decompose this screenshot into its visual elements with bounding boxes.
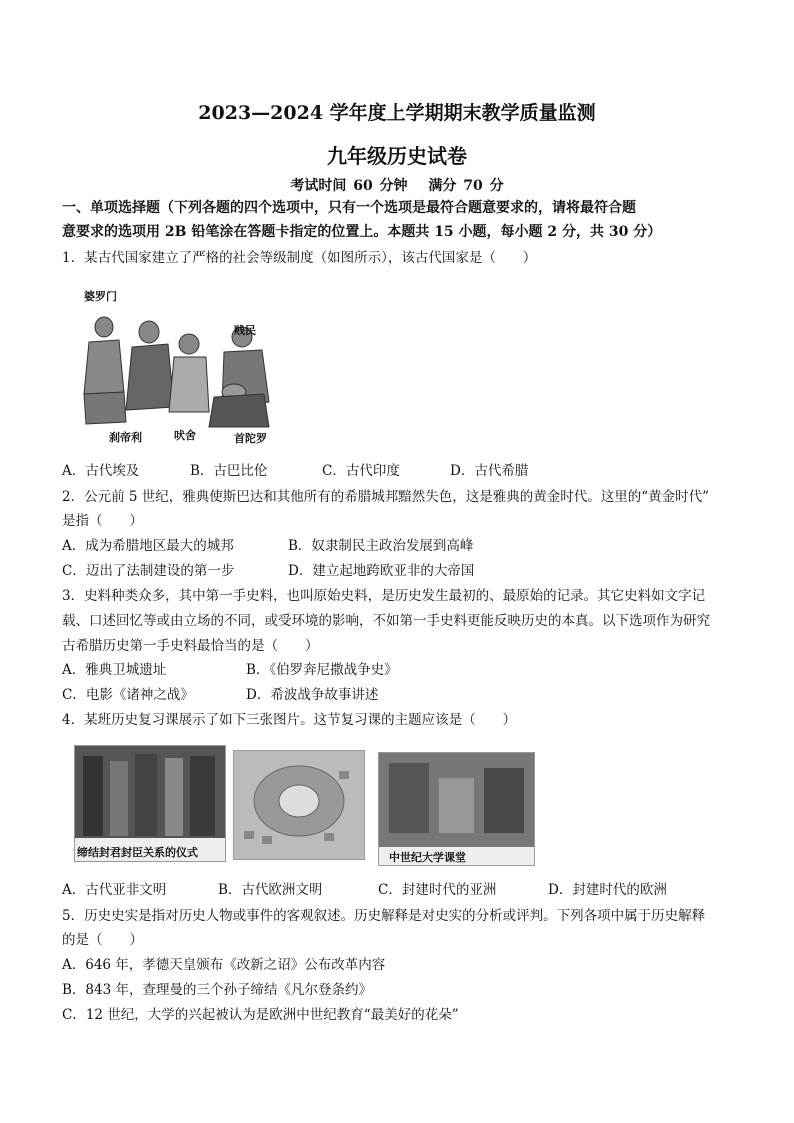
q5-option-a: A．646 年，孝德天皇颁布《改新之诏》公布改革内容 xyxy=(62,957,386,973)
medieval-city-map-image xyxy=(233,750,365,860)
q3-option-d: D．希波战争故事讲述 xyxy=(246,687,379,703)
caste-illustration xyxy=(64,282,284,447)
q3-stem-line1: 3．史料种类众多，其中第一手史料，也叫原始史料，是历史发生最初的、最原始的记录。其它史料如文字记 xyxy=(62,588,706,604)
q3-stem-line3: 古希腊历史第一手史料最恰当的是（ ） xyxy=(62,638,319,654)
q2-option-a: A．成为希腊地区最大的城邦 xyxy=(62,538,234,554)
q1-option-a: A．古代埃及 xyxy=(62,463,140,479)
label-kshatriya: 刹帝利 xyxy=(109,431,142,444)
section-heading-line2: 意要求的选项用 2B 铅笔涂在答题卡指定的位置上。本题共 15 小题，每小题 2 分，共 30 分） xyxy=(62,224,662,240)
q4-option-b: B．古代欧洲文明 xyxy=(218,882,323,898)
exam-subtitle: 九年级历史试卷 xyxy=(327,144,467,168)
q1-option-d: D．古代希腊 xyxy=(450,463,529,479)
label-dalit: 贱民 xyxy=(234,324,256,337)
exam-info: 考试时间 60 分钟 满分 70 分 xyxy=(290,178,504,194)
q1-option-c: C．古代印度 xyxy=(322,463,400,479)
exam-title: 2023—2024 学年度上学期期末教学质量监测 xyxy=(198,102,596,124)
q5-option-c: C．12 世纪，大学的兴起被认为是欧洲中世纪教育“最美好的花朵” xyxy=(62,1007,459,1023)
q1-option-b: B．古巴比伦 xyxy=(190,463,268,479)
q2-option-b: B．奴隶制民主政治发展到高峰 xyxy=(288,538,474,554)
section-heading-line1: 一、单项选择题（下列各题的四个选项中，只有一个选项是最符合题意要求的，请将最符合题 xyxy=(62,200,636,216)
q5-stem-line1: 5．历史史实是指对历史人物或事件的客观叙述。历史解释是对史实的分析或评判。下列各项中属于历史解释 xyxy=(62,908,706,924)
q3-option-c: C．电影《诸神之战》 xyxy=(62,687,194,703)
q2-stem-line1: 2．公元前 5 世纪，雅典使斯巴达和其他所有的希腊城邦黯然失色，这是雅典的黄金时代。这里的“黄金时代” xyxy=(62,489,710,505)
q5-stem-line2: 的是（ ） xyxy=(62,932,143,948)
q2-option-c: C．迈出了法制建设的第一步 xyxy=(62,563,235,579)
medieval-university-image xyxy=(378,752,535,866)
label-vaishya: 吠舍 xyxy=(174,429,196,442)
q3-option-b: B．《伯罗奔尼撒战争史》 xyxy=(246,662,398,678)
q3-option-a: A．雅典卫城遗址 xyxy=(62,662,167,678)
q2-stem-line2: 是指（ ） xyxy=(62,513,143,529)
label-brahmin: 婆罗门 xyxy=(84,290,117,303)
q4-option-c: C．封建时代的亚洲 xyxy=(378,882,497,898)
label-shudra: 首陀罗 xyxy=(234,432,267,445)
q5-option-b: B．843 年，查理曼的三个孙子缔结《凡尔登条约》 xyxy=(62,982,372,998)
caption-medieval-university: 中世纪大学课堂 xyxy=(389,851,466,864)
q3-stem-line2: 载、口述回忆等或由立场的不同，或受环境的影响，不如第一手史料更能反映历史的本真。以下选项作为研究 xyxy=(62,613,710,629)
q4-stem: 4．某班历史复习课展示了如下三张图片。这节复习课的主题应该是（ ） xyxy=(62,712,517,728)
caption-feudal-ceremony: 缔结封君封臣关系的仪式 xyxy=(77,846,198,859)
q1-stem: 1．某古代国家建立了严格的社会等级制度（如图所示），该古代国家是（ ） xyxy=(62,250,537,266)
caste-figure xyxy=(64,282,284,447)
feudal-ceremony-image xyxy=(74,745,226,862)
q2-option-d: D．建立起地跨欧亚非的大帝国 xyxy=(288,563,475,579)
q4-option-d: D．封建时代的欧洲 xyxy=(548,882,667,898)
q4-option-a: A．古代亚非文明 xyxy=(62,882,167,898)
